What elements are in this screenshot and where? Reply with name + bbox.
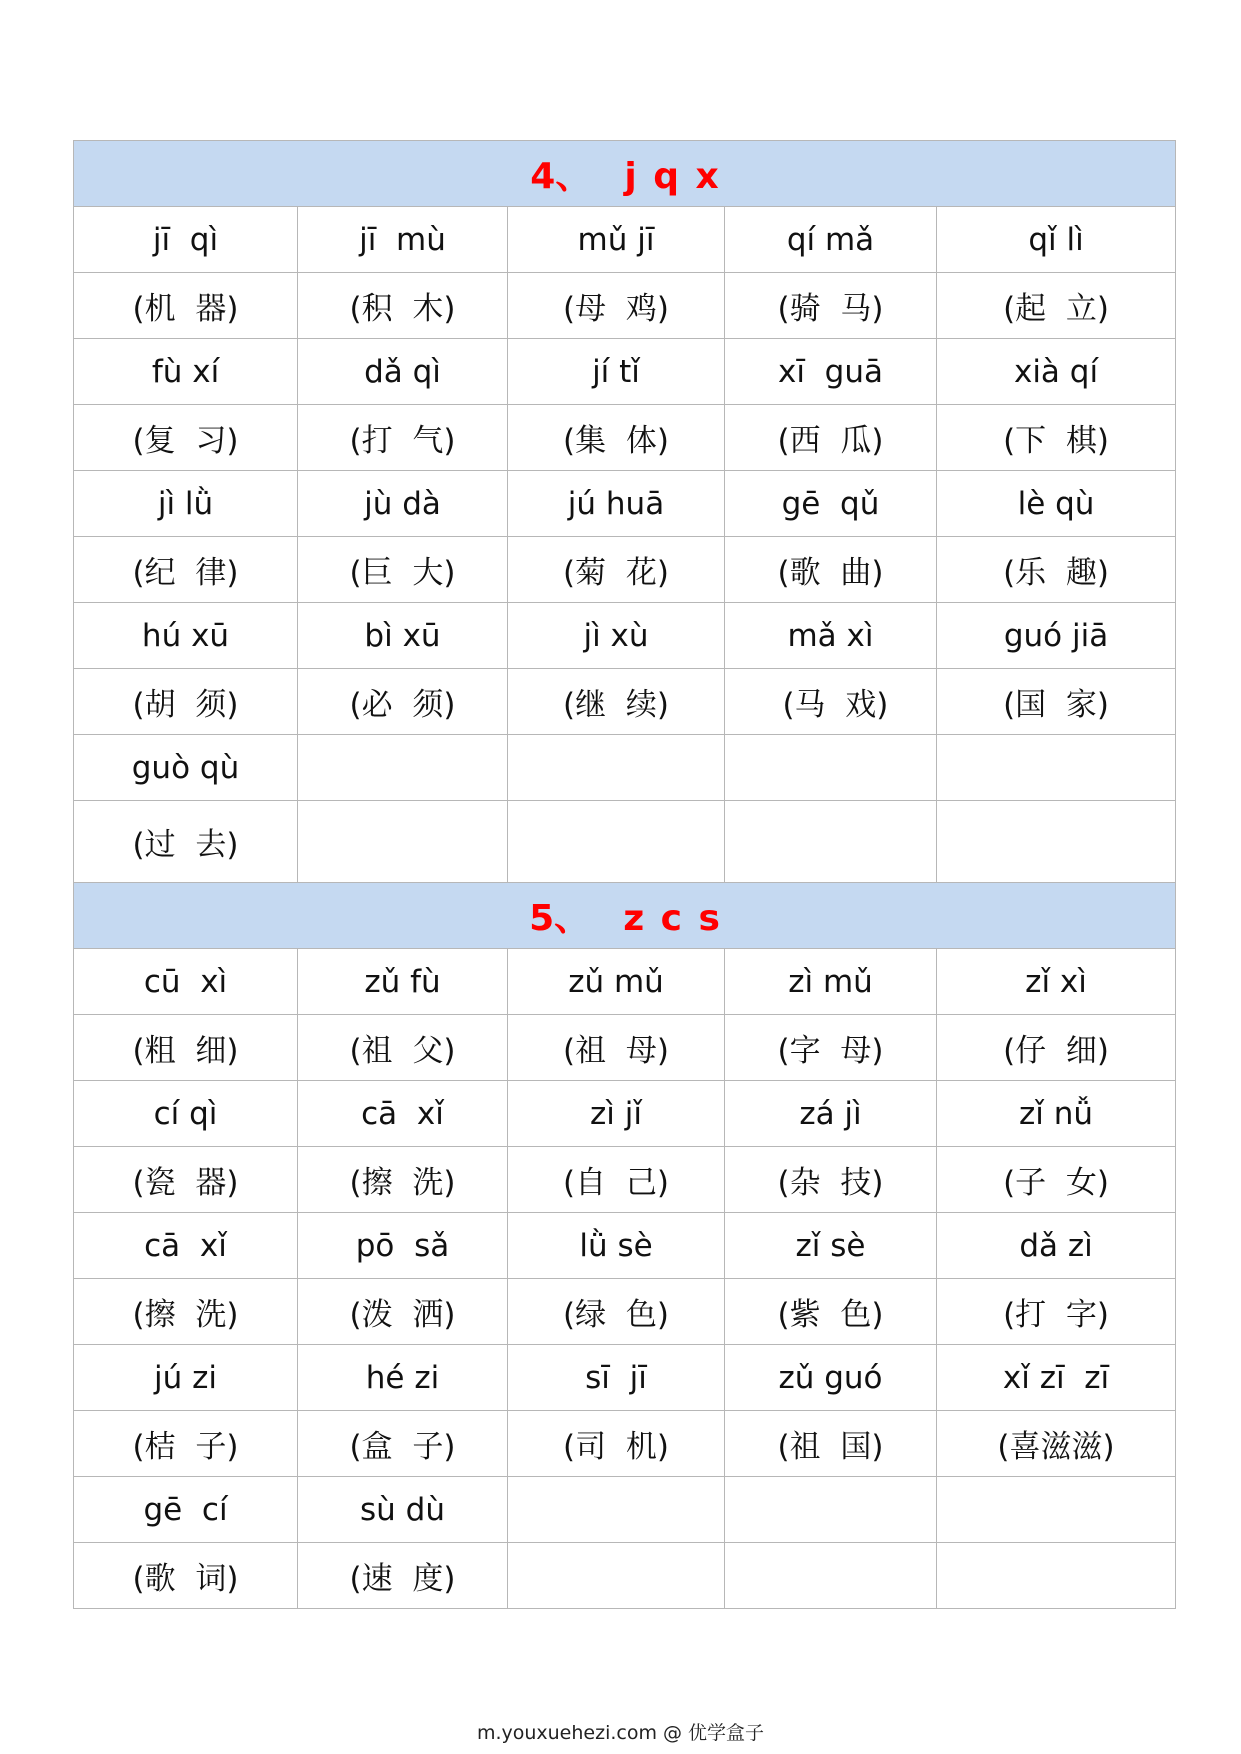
hanzi-cell: (纪 律) [74,537,298,603]
hanzi-cell: (国 家) [937,669,1176,735]
pinyin-cell: fù xí [74,339,298,405]
pinyin-cell: xī guā [725,339,937,405]
hanzi-cell: (集 体) [508,405,725,471]
hanzi-cell: (紫 色) [725,1279,937,1345]
pinyin-row [74,1477,1176,1543]
hanzi-cell [508,801,725,883]
hanzi-row [74,273,1176,339]
pinyin-cell: hé zi [298,1345,508,1411]
hanzi-cell: (下 棋) [937,405,1176,471]
hanzi-cell: (巨 大) [298,537,508,603]
pinyin-cell: jī mù [298,207,508,273]
pinyin-cell [508,1477,725,1543]
pinyin-cell: zǔ guó [725,1345,937,1411]
hanzi-row [74,1279,1176,1345]
pinyin-cell: pō sǎ [298,1213,508,1279]
pinyin-cell [725,735,937,801]
section-4-title: 4、 j q x [74,141,1176,207]
hanzi-cell: (擦 洗) [298,1147,508,1213]
hanzi-cell: (复 习) [74,405,298,471]
hanzi-cell: (绿 色) [508,1279,725,1345]
hanzi-cell: (菊 花) [508,537,725,603]
hanzi-cell: (必 须) [298,669,508,735]
hanzi-row [74,669,1176,735]
pinyin-cell [298,735,508,801]
pinyin-cell: cū xì [74,949,298,1015]
pinyin-cell: lǜ sè [508,1213,725,1279]
pinyin-row [74,471,1176,537]
hanzi-cell: (马 戏) [725,669,937,735]
pinyin-row [74,1213,1176,1279]
pinyin-cell: cí qì [74,1081,298,1147]
worksheet-body [74,141,1176,1609]
pinyin-row [74,949,1176,1015]
pinyin-cell: zì mǔ [725,949,937,1015]
hanzi-cell: (打 字) [937,1279,1176,1345]
hanzi-cell: (仔 细) [937,1015,1176,1081]
pinyin-cell: zǔ mǔ [508,949,725,1015]
hanzi-cell: (盒 子) [298,1411,508,1477]
hanzi-cell: (起 立) [937,273,1176,339]
pinyin-cell: jù dà [298,471,508,537]
hanzi-cell: (粗 细) [74,1015,298,1081]
pinyin-cell: mǔ jī [508,207,725,273]
hanzi-cell [937,1543,1176,1609]
hanzi-cell: (速 度) [298,1543,508,1609]
section-4-header-row [74,141,1176,207]
hanzi-cell: (自 己) [508,1147,725,1213]
hanzi-row [74,1543,1176,1609]
pinyin-cell: zǔ fù [298,949,508,1015]
hanzi-cell [725,1543,937,1609]
hanzi-cell: (西 瓜) [725,405,937,471]
hanzi-row [74,1147,1176,1213]
pinyin-cell: qǐ lì [937,207,1176,273]
pinyin-row [74,339,1176,405]
hanzi-cell: (祖 父) [298,1015,508,1081]
pinyin-cell: zǐ xì [937,949,1176,1015]
pinyin-cell: jì lǜ [74,471,298,537]
hanzi-cell: (瓷 器) [74,1147,298,1213]
hanzi-cell: (泼 洒) [298,1279,508,1345]
pinyin-cell: xià qí [937,339,1176,405]
pinyin-cell: xǐ zī zī [937,1345,1176,1411]
hanzi-cell [725,801,937,883]
pinyin-cell: sī jī [508,1345,725,1411]
hanzi-cell: (积 木) [298,273,508,339]
pinyin-cell: dǎ zì [937,1213,1176,1279]
pinyin-cell: zǐ nǚ [937,1081,1176,1147]
hanzi-cell: (过 去) [74,801,298,883]
hanzi-cell [508,1543,725,1609]
hanzi-cell: (桔 子) [74,1411,298,1477]
pinyin-cell: jí tǐ [508,339,725,405]
pinyin-cell [937,1477,1176,1543]
pinyin-cell: mǎ xì [725,603,937,669]
pinyin-cell: gē qǔ [725,471,937,537]
hanzi-cell: (继 续) [508,669,725,735]
hanzi-cell: (祖 母) [508,1015,725,1081]
pinyin-cell [937,735,1176,801]
hanzi-row [74,801,1176,883]
hanzi-cell: (打 气) [298,405,508,471]
hanzi-cell: (乐 趣) [937,537,1176,603]
hanzi-cell [298,801,508,883]
pinyin-cell: bì xū [298,603,508,669]
pinyin-cell: hú xū [74,603,298,669]
pinyin-cell: zǐ sè [725,1213,937,1279]
pinyin-cell: sù dù [298,1477,508,1543]
pinyin-cell: jī qì [74,207,298,273]
hanzi-row [74,405,1176,471]
pinyin-cell [508,735,725,801]
hanzi-cell [937,801,1176,883]
pinyin-cell: jú zi [74,1345,298,1411]
pinyin-cell: dǎ qì [298,339,508,405]
pinyin-cell: jú huā [508,471,725,537]
section-5-header-row [74,883,1176,949]
pinyin-cell: lè qù [937,471,1176,537]
pinyin-cell: qí mǎ [725,207,937,273]
hanzi-cell: (歌 词) [74,1543,298,1609]
pinyin-cell [725,1477,937,1543]
pinyin-cell: zì jǐ [508,1081,725,1147]
pinyin-cell: jì xù [508,603,725,669]
pinyin-cell: zá jì [725,1081,937,1147]
hanzi-row [74,1015,1176,1081]
section-5-title: 5、 z c s [74,883,1176,949]
pinyin-row [74,603,1176,669]
hanzi-cell: (司 机) [508,1411,725,1477]
hanzi-cell: (骑 马) [725,273,937,339]
footer-source: m.youxuehezi.com @ 优学盒子 [476,1722,765,1744]
pinyin-row [74,1345,1176,1411]
pinyin-cell: cā xǐ [74,1213,298,1279]
hanzi-cell: (祖 国) [725,1411,937,1477]
pinyin-row [74,1081,1176,1147]
hanzi-cell: (喜滋滋) [937,1411,1176,1477]
pinyin-row [74,735,1176,801]
hanzi-cell: (胡 须) [74,669,298,735]
hanzi-row [74,537,1176,603]
pinyin-row [74,207,1176,273]
hanzi-cell: (机 器) [74,273,298,339]
hanzi-row [74,1411,1176,1477]
hanzi-cell: (字 母) [725,1015,937,1081]
hanzi-cell: (母 鸡) [508,273,725,339]
pinyin-cell: guó jiā [937,603,1176,669]
pinyin-cell: gē cí [74,1477,298,1543]
hanzi-cell: (子 女) [937,1147,1176,1213]
hanzi-cell: (擦 洗) [74,1279,298,1345]
pinyin-worksheet-table [73,140,1176,1609]
pinyin-cell: guò qù [74,735,298,801]
pinyin-cell: cā xǐ [298,1081,508,1147]
hanzi-cell: (歌 曲) [725,537,937,603]
hanzi-cell: (杂 技) [725,1147,937,1213]
